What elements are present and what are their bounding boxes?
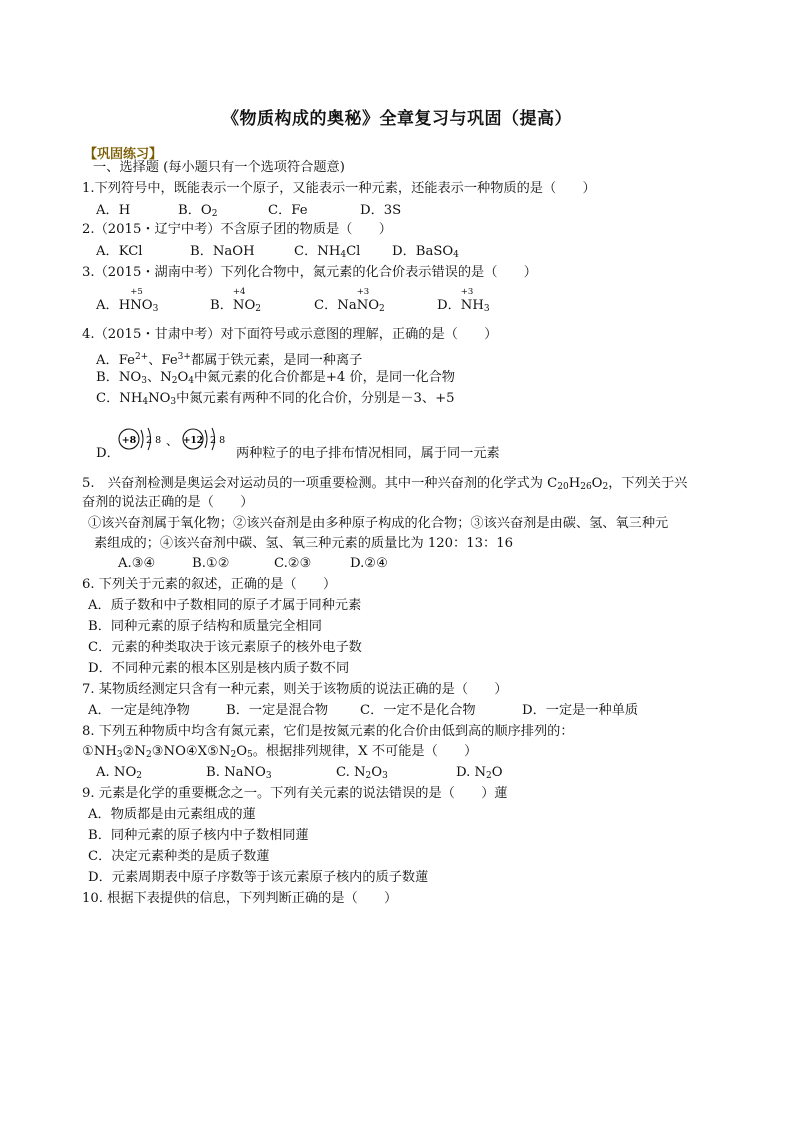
q4-option-c: C．$NH_4NO_3$中氮元素有两种不同的化合价，分别是－3、+5 <box>96 391 455 407</box>
q3-stem: 3.（2015・湖南中考）下列化合物中，氮元素的化合价表示错误的是（ ） <box>82 265 537 280</box>
q2-option-a: A．KCl <box>96 244 143 259</box>
q6-option-c: C．元素的种类取决于该元素原子的核外电子数 <box>88 640 362 655</box>
q5-option-b: B.①② <box>192 556 230 571</box>
q2-option-b: B．NaOH <box>190 244 255 259</box>
atom-diagram-pair <box>116 421 234 461</box>
q1-option-b: B．$O_2$ <box>178 203 218 219</box>
q8-option-d: D. $N_2O$ <box>456 765 503 781</box>
q5-option-d: D.②④ <box>350 556 388 571</box>
q8-stem: 8. 下列五种物质中均含有氮元素，它们是按氮元素的化合价由低到高的顺序排列的： <box>82 724 574 739</box>
q5-body-line1: ①该兴奋剂属于氧化物；②该兴奋剂是由多种原子构成的化合物；③该兴奋剂是由碳、氢、氧三种元 <box>88 516 669 531</box>
atom-diagram-oxygen-ion <box>119 428 161 450</box>
q5-stem-line1: 5. 兴奋剂检测是奥运会对运动员的一项重要检测。其中一种兴奋剂的化学式为 $C_{20}H_{26}O_2$，下列关于兴 <box>82 476 688 492</box>
atom-separator: 、 <box>166 434 179 448</box>
q7-option-b: B．一定是混合物 <box>226 703 329 718</box>
part-heading: 一、选择题 (每小题只有一个选项符合题意) <box>93 160 345 175</box>
q1-option-a: A．H <box>96 203 131 218</box>
q1-option-c: C．Fe <box>268 203 308 218</box>
q3-option-a: A．H +5 $NO_3$ <box>96 287 159 314</box>
q9-option-c: C．决定元素种类的是质子数蓮 <box>88 849 270 864</box>
q3-option-c: C．Na +3 $NO_2$ <box>314 287 385 314</box>
q2-option-d: D．BaSO$_4$ <box>392 244 459 260</box>
q5-stem-line2: 奋剂的说法正确的是（ ） <box>82 495 254 510</box>
q8-option-a: A. $NO_2$ <box>96 765 142 781</box>
q9-stem: 9. 元素是化学的重要概念之一。下列有关元素的说法错误的是（ ）蓮 <box>82 786 508 801</box>
q6-option-b: B．同种元素的原子结构和质量完全相同 <box>88 619 322 634</box>
q1-option-d: D．3S <box>360 203 402 218</box>
q8-option-b: B. NaNO$_3$ <box>206 765 272 781</box>
q2-option-c: C．$NH_4Cl$ <box>294 244 361 260</box>
q4-stem: 4.（2015・甘肃中考）对下面符号或示意图的理解，正确的是（ ） <box>82 327 498 342</box>
q1-stem: 1.下列符号中，既能表示一个原子，又能表示一种元素，还能表示一种物质的是（ ） <box>82 181 596 196</box>
q6-option-a: A．质子数和中子数相同的原子才属于同种元素 <box>88 598 362 613</box>
q8-sequence: $①NH_3②N_2③NO④X⑤N_2O_5$。根据排列规律，X 不可能是（ ） <box>82 744 478 760</box>
q4-option-a: A．$Fe^{2+}$、$Fe^{3+}$都属于铁元素，是同一种离子 <box>96 352 363 368</box>
atom2-shells-label: 2 8 <box>210 435 226 446</box>
q2-stem: 2.（2015・辽宁中考）不含原子团的物质是（ ） <box>82 222 392 237</box>
atom2-nucleus-label: +12 <box>182 436 204 446</box>
q7-option-d: D．一定是一种单质 <box>522 703 639 718</box>
section-label: 【巩固练习】 <box>84 147 163 162</box>
q5-option-c: C.②③ <box>274 556 312 571</box>
q5-option-a: A.③④ <box>118 556 156 571</box>
q7-option-c: C．一定不是化合物 <box>360 703 476 718</box>
atom1-nucleus-label: +8 <box>121 435 137 446</box>
q3-option-d: D． +3 $NH_3$ <box>437 287 490 314</box>
q9-option-b: B．同种元素的原子核内中子数相同蓮 <box>88 828 309 843</box>
q4-option-d-text: 两种粒子的电子排布情况相同，属于同一元素 <box>236 446 500 461</box>
atom-diagram-magnesium-ion <box>183 428 225 450</box>
q5-body-line2: 素组成的；④该兴奋剂中碳、氢、氧三种元素的质量比为 120：13：16 <box>94 536 513 551</box>
page-title: 《物质构成的奥秘》全章复习与巩固（提高） <box>222 109 572 129</box>
q9-option-a: A．物质都是由元素组成的蓮 <box>88 807 256 822</box>
atom1-shells-label: 2 8 <box>146 435 162 446</box>
q6-option-d: D．不同种元素的根本区别是核内质子数不同 <box>88 661 350 676</box>
q6-stem: 6. 下列关于元素的叙述，正确的是（ ） <box>82 577 337 592</box>
q10-stem: 10. 根据下表提供的信息，下列判断正确的是（ ） <box>82 891 398 906</box>
q8-option-c: C. $N_2O_3$ <box>336 765 388 781</box>
q3-option-b: B． +4 $NO_2$ <box>210 287 261 314</box>
q4-option-b: B．$NO_3$、$N_2O_4$中氮元素的化合价都是+4 价，是同一化合物 <box>96 370 455 386</box>
q7-option-a: A．一定是纯净物 <box>88 703 190 718</box>
q4-option-d-label: D． <box>96 446 120 461</box>
q9-option-d: D．元素周期表中原子序数等于该元素原子核内的质子数蓮 <box>88 870 429 885</box>
q7-stem: 7. 某物质经测定只含有一种元素，则关于该物质的说法正确的是（ ） <box>82 682 508 697</box>
